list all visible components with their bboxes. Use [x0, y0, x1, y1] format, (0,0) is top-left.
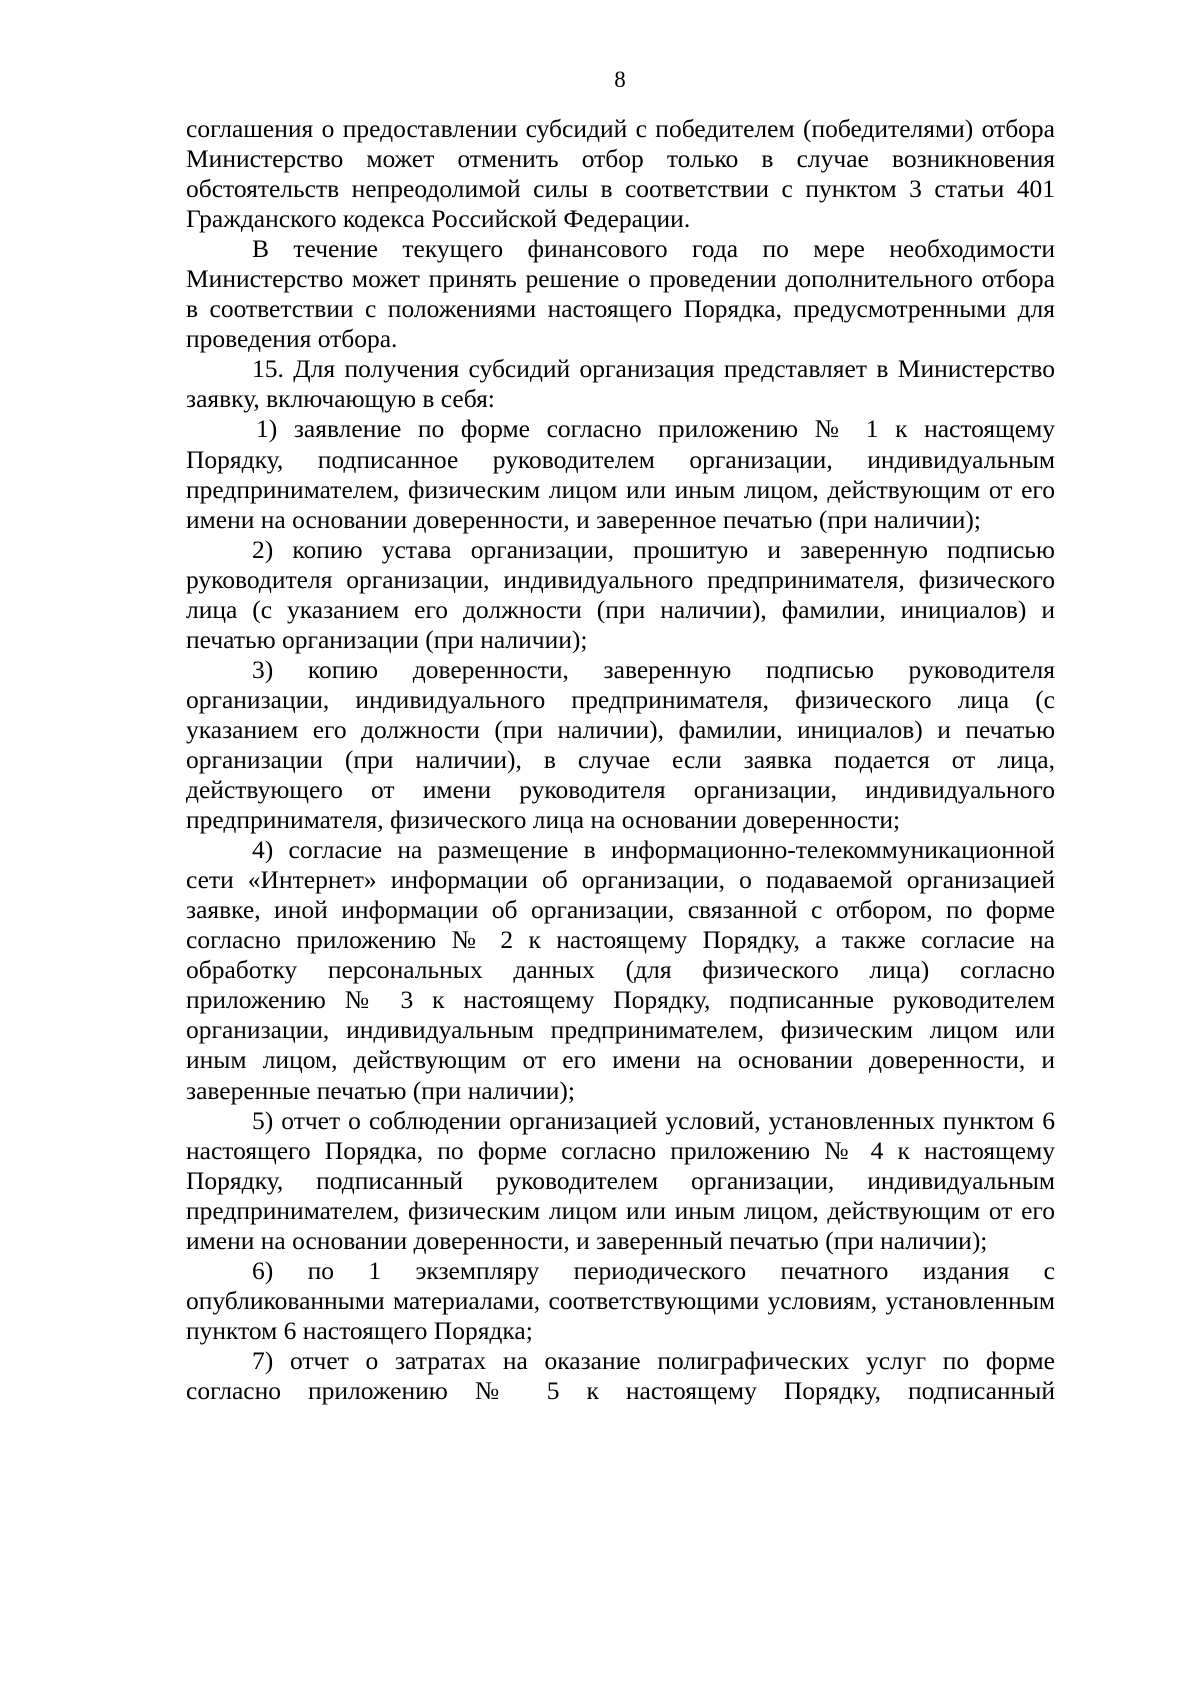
list-item-6: 6) по 1 экземпляру периодического печатного издания с опубликованными материалами, соответствующими условиям, установленным пунктом 6 настоящего Порядка; [186, 1255, 1055, 1345]
list-item-3: 3) копию доверенности, заверенную подписью руководителя организации, индивидуального предпринимателя, физического лица (с указанием его должности (при наличии), фамилии, инициалов) и печатью организации (при наличии), в случае если заявка подается от лица, действующего от имени руководителя организации, индивидуального предпринимателя, физического лица на основании доверенности; [186, 654, 1055, 835]
list-item-7: 7) отчет о затратах на оказание полиграфических услуг по форме согласно приложению № 5 к настоящему Порядку, подписанный [186, 1345, 1055, 1405]
list-item-2: 2) копию устава организации, прошитую и заверенную подписью руководителя организации, индивидуального предпринимателя, физического лица (с указанием его должности (при наличии), фамилии, инициалов) и печатью организации (при наличии); [186, 534, 1055, 654]
paragraph-agreement-cancellation: соглашения о предоставлении субсидий с победителем (победителями) отбора Министерство может отменить отбор только в случае возникновения обстоятельств непреодолимой силы в соответствии с пунктом 3 статьи 401 Гражданского кодекса Российской Федерации. [186, 114, 1055, 234]
list-item-4: 4) согласие на размещение в информационно-телекоммуникационной сети «Интернет» информации об организации, о подаваемой организацией заявке, иной информации об организации, связанной с отбором, по форме согласно приложению № 2 к настоящему Порядку, а также согласие на обработку персональных данных (для физического лица) согласно приложению № 3 к настоящему Порядку, подписанные руководителем организации, индивидуальным предпринимателем, физическим лицом или иным лицом, действующим от его имени на основании доверенности, и заверенные печатью (при наличии); [186, 835, 1055, 1105]
paragraph-item-15: 15. Для получения субсидий организация представляет в Министерство заявку, включающую в себя: [186, 354, 1055, 414]
document-body [186, 114, 1055, 1406]
list-item-1: 1) заявление по форме согласно приложению № 1 к настоящему Порядку, подписанное руководителем организации, индивидуальным предпринимателем, физическим лицом или иным лицом, действующим от его имени на основании доверенности, и заверенное печатью (при наличии); [186, 414, 1055, 534]
paragraph-additional-selection: В течение текущего финансового года по мере необходимости Министерство может принять решение о проведении дополнительного отбора в соответствии с положениями настоящего Порядка, предусмотренными для проведения отбора. [186, 234, 1055, 354]
list-item-5: 5) отчет о соблюдении организацией условий, установленных пунктом 6 настоящего Порядка, по форме согласно приложению № 4 к настоящему Порядку, подписанный руководителем организации, индивидуальным предпринимателем, физическим лицом или иным лицом, действующим от его имени на основании доверенности, и заверенный печатью (при наличии); [186, 1105, 1055, 1255]
page-number: 8 [614, 67, 626, 92]
